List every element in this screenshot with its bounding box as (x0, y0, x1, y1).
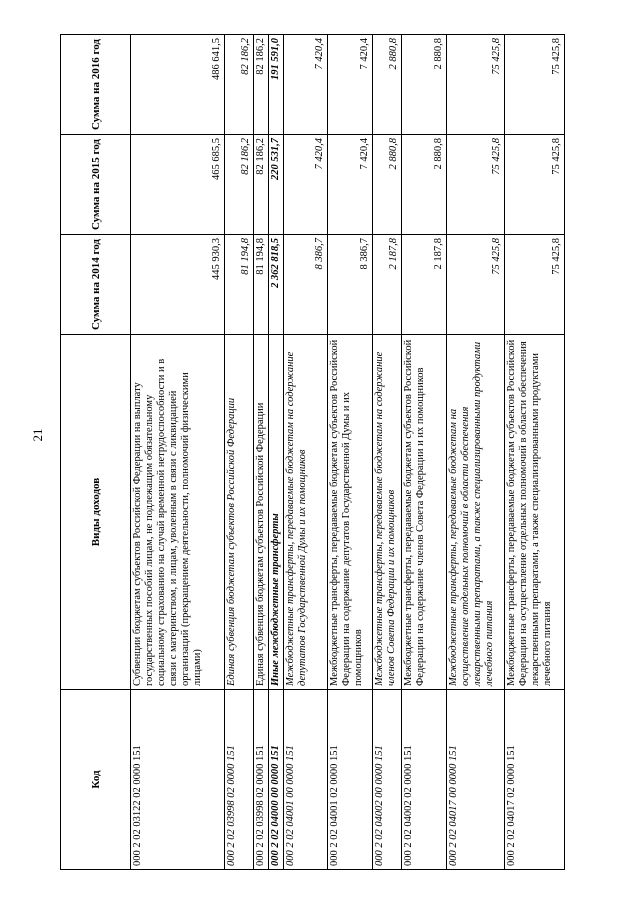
row-2014: 445 930,3 (131, 235, 225, 335)
row-2014: 75 425,8 (505, 235, 565, 335)
row-2015: 2 880,8 (402, 135, 447, 235)
row-2015: 2 880,8 (373, 135, 402, 235)
row-2014: 81 194,8 (254, 235, 269, 335)
row-2014: 8 386,7 (328, 235, 373, 335)
row-name: Межбюджетные трансферты, передаваемые бюджетам на осуществление отдельных полномочий в области обеспечения лекарственными препаратами, а также специализированными продуктами лечебного питания (447, 335, 505, 690)
table-header-row (61, 35, 131, 870)
row-code: 000 2 02 04002 02 0000 151 (402, 690, 447, 870)
row-code: 000 2 02 04000 00 0000 151 (269, 690, 284, 870)
header-2016: Сумма на 2016 год (61, 35, 131, 135)
row-2016: 75 425,8 (447, 35, 505, 135)
row-2015: 82 186,2 (225, 135, 254, 235)
row-2016: 7 420,4 (328, 35, 373, 135)
table-row (284, 35, 328, 870)
row-code: 000 2 02 04017 02 0000 151 (505, 690, 565, 870)
row-name: Межбюджетные трансферты, передаваемые бюджетам на содержание депутатов Государственной Думы и их помощников (284, 335, 328, 690)
row-name: Субвенции бюджетам субъектов Российской Федерации на выплату государственных пособий лицам, не подлежащим обязательному социальному страхованию на случай временной нетрудоспособности и в связи с материнством, и лицам, уволенным в связи с ликвидацией организаций (прекращением деятельности, полномочий физическими лицами) (131, 335, 225, 690)
row-2015: 220 531,7 (269, 135, 284, 235)
header-2015: Сумма на 2015 год (61, 135, 131, 235)
row-code: 000 2 02 04002 00 0000 151 (373, 690, 402, 870)
header-name: Виды доходов (61, 335, 131, 690)
row-2016: 7 420,4 (284, 35, 328, 135)
row-name: Единая субвенция бюджетам субъектов Российской Федерации (225, 335, 254, 690)
header-code: Код (61, 690, 131, 870)
row-2014: 81 194,8 (225, 235, 254, 335)
row-2015: 7 420,4 (328, 135, 373, 235)
row-2016: 82 186,2 (225, 35, 254, 135)
row-name: Межбюджетные трансферты, передаваемые бюджетам субъектов Российской Федерации на содержание депутатов Государственной Думы и их помощников (328, 335, 373, 690)
row-code: 000 2 02 04001 02 0000 151 (328, 690, 373, 870)
table-row (328, 35, 373, 870)
row-code: 000 2 02 04001 00 0000 151 (284, 690, 328, 870)
row-2015: 82 186,2 (254, 135, 269, 235)
revenue-table (60, 34, 565, 870)
page-number: 21 (30, 428, 45, 442)
row-2016: 2 880,8 (373, 35, 402, 135)
row-code: 000 2 02 03998 02 0000 151 (254, 690, 269, 870)
table-row (225, 35, 254, 870)
row-code: 000 2 02 04017 00 0000 151 (447, 690, 505, 870)
row-2014: 2 187,8 (373, 235, 402, 335)
row-2015: 75 425,8 (447, 135, 505, 235)
row-2014: 75 425,8 (447, 235, 505, 335)
row-2014: 2 187,8 (402, 235, 447, 335)
table-row (131, 35, 225, 870)
row-name: Межбюджетные трансферты, передаваемые бюджетам субъектов Российской Федерации на осуществление отдельных полномочий в области обеспечения лекарственными препаратами, а также специализированными продуктами лечебного питания (505, 335, 565, 690)
row-2015: 7 420,4 (284, 135, 328, 235)
row-2016: 75 425,8 (505, 35, 565, 135)
table-row (254, 35, 269, 870)
row-code: 000 2 02 03122 02 0000 151 (131, 690, 225, 870)
row-2016: 2 880,8 (402, 35, 447, 135)
row-2016: 191 591,0 (269, 35, 284, 135)
header-2014: Сумма на 2014 год (61, 235, 131, 335)
table-row (447, 35, 505, 870)
row-name: Иные межбюджетные трансферты (269, 335, 284, 690)
row-name: Единая субвенция бюджетам субъектов Российской Федерации (254, 335, 269, 690)
row-2015: 465 685,5 (131, 135, 225, 235)
row-2015: 75 425,8 (505, 135, 565, 235)
rotated-table-container (60, 35, 562, 870)
row-2016: 486 641,5 (131, 35, 225, 135)
row-code: 000 2 02 03998 02 0000 151 (225, 690, 254, 870)
row-2014: 2 362 818,5 (269, 235, 284, 335)
row-2016: 82 186,2 (254, 35, 269, 135)
row-name: Межбюджетные трансферты, передаваемые бюджетам на содержание членов Совета Федерации и их помощников (373, 335, 402, 690)
table-row (505, 35, 565, 870)
table-row (269, 35, 284, 870)
table-row (373, 35, 402, 870)
table-row (402, 35, 447, 870)
row-2014: 8 386,7 (284, 235, 328, 335)
row-name: Межбюджетные трансферты, передаваемые бюджетам субъектов Российской Федерации на содержание членов Совета Федерации и их помощников (402, 335, 447, 690)
